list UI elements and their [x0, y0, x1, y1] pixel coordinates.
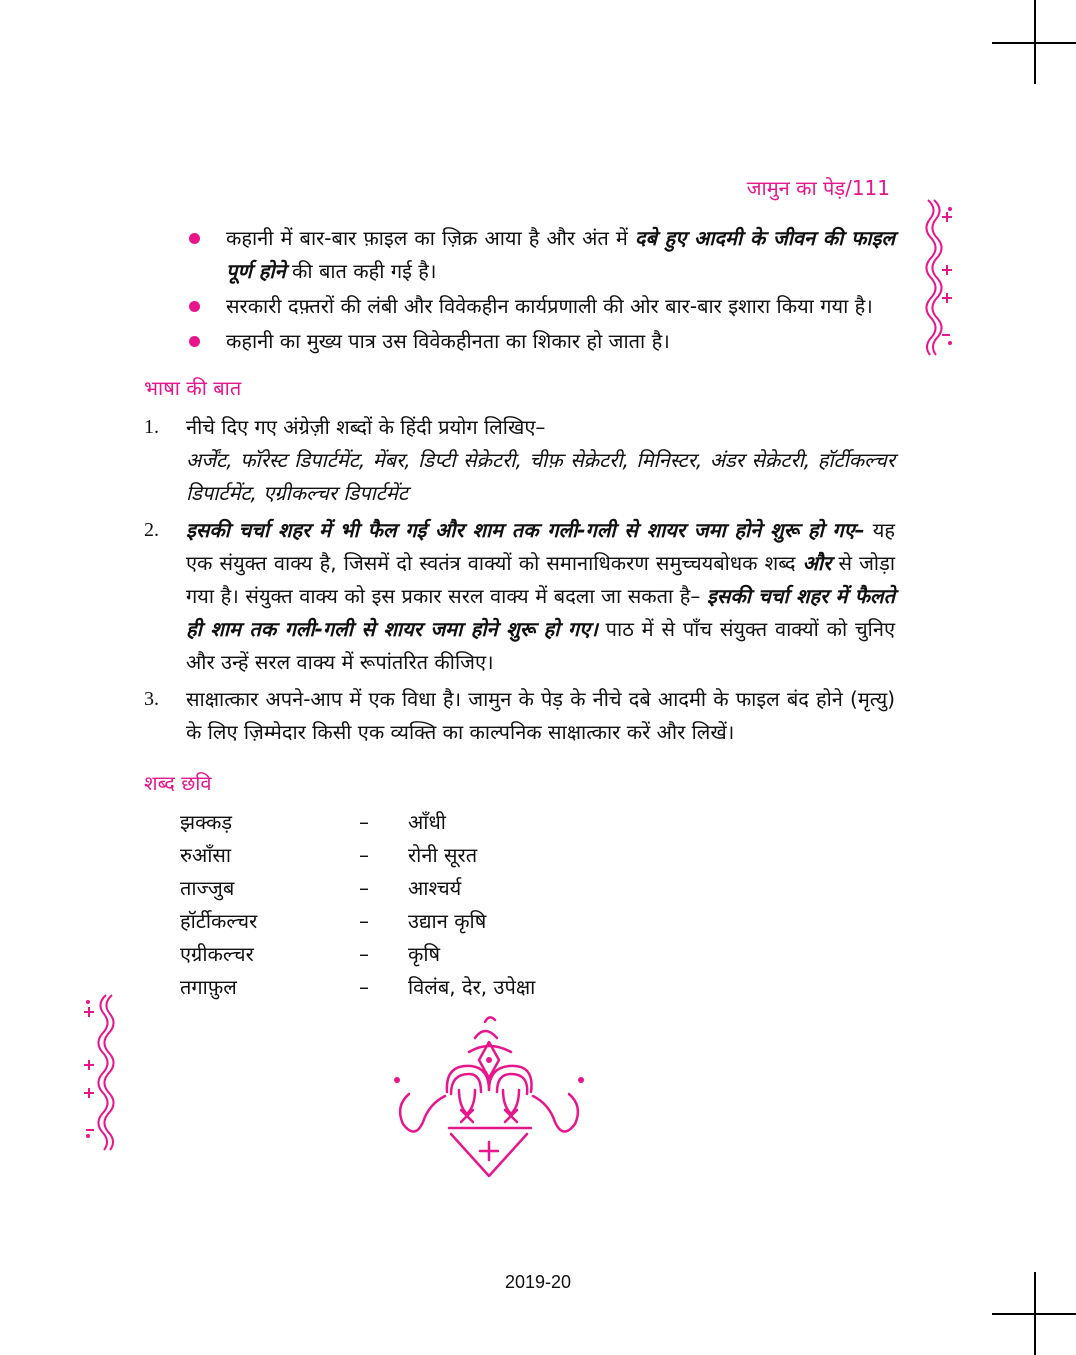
bullet-icon [189, 336, 200, 347]
table-row: झक्कड़ – आँधी [180, 810, 446, 834]
exercise-text: पाठ में से पाँच संयुक्त वाक्यों को चुनिए और उन्हें सरल वाक्य में रूपांतरित कीजिए। [186, 617, 896, 674]
bullet-text-end: की बात कही गई है। [285, 259, 437, 283]
table-row: तगाफ़ुल – विलंब, देर, उपेक्षा [180, 975, 536, 999]
bullet-icon [189, 301, 200, 312]
bullet-text: सरकारी दफ़्तरों की लंबी और विवेकहीन कार्यप्रणाली की ओर बार-बार इशारा किया गया है। [226, 294, 873, 318]
exercise-text: नीचे दिए गए अंग्रेज़ी शब्दों के हिंदी प्रयोग लिखिए– [186, 415, 546, 439]
summary-bullets [140, 222, 895, 358]
table-row: ताज्जुब – आश्चर्य [180, 876, 462, 900]
example-simple-sentence: इसकी चर्चा शहर में फैलते ही शाम तक गली-गली से शायर जमा होने शुरू हो गए। [186, 584, 895, 641]
vocabulary-table [180, 806, 535, 1004]
exercise-text: यह एक संयुक्त वाक्य है, जिसमें दो स्वतंत्र वाक्यों को समानाधिकरण समुच्चयबोधक शब्द [186, 518, 896, 575]
list-item [140, 222, 895, 288]
table-row: हॉर्टीकल्चर – उद्यान कृषि [180, 909, 487, 933]
bullet-text: कहानी का मुख्य पात्र उस विवेकहीनता का शिकार हो जाता है। [226, 329, 670, 353]
side-ornament-right-icon [920, 195, 960, 360]
crop-mark-bottom-right-h [992, 1313, 1076, 1315]
exercise-item [140, 411, 895, 510]
list-item [140, 325, 895, 358]
exercise-number: 2. [144, 519, 159, 541]
section-heading-vocab: शब्द छवि [144, 771, 212, 795]
exercise-number: 1. [144, 416, 159, 438]
exercise-item [140, 514, 895, 679]
running-header: जामुन का पेड़/111 [746, 176, 890, 200]
section-heading-language: भाषा की बात [144, 376, 242, 400]
rangoli-motif-icon [385, 1010, 595, 1190]
bullet-icon [189, 233, 200, 244]
bullet-bold-text: दबे हुए आदमी के जीवन की फाइल पूर्ण होने [226, 226, 895, 283]
bullet-text: कहानी में बार-बार फ़ाइल का ज़िक्र आया है और अंत में [226, 226, 635, 250]
exercise-list [140, 411, 895, 749]
exercise-text: साक्षात्कार अपने-आप में एक विधा है। जामुन के पेड़ के नीचे दबे आदमी के फाइल बंद होने (मृत्यु) के लिए ज़िम्मेदार किसी एक व्यक्ति का काल्पनिक साक्षात्कार करें और लिखें। [186, 687, 895, 744]
list-item [140, 290, 895, 323]
table-row: एग्रीकल्चर – कृषि [180, 942, 441, 966]
example-compound-sentence: इसकी चर्चा शहर में भी फैल गई और शाम तक गली-गली से शायर जमा होने शुरू हो गए– [186, 518, 865, 542]
crop-mark-top-right-h [992, 42, 1076, 44]
exercise-number: 3. [144, 688, 159, 710]
page-footer-year: 2019-20 [504, 1272, 572, 1292]
exercise-text: से जोड़ा गया है। संयुक्त वाक्य को इस प्रकार सरल वाक्य में बदला जा सकता है– [186, 551, 895, 608]
side-ornament-left-icon [80, 990, 120, 1155]
exercise-item [140, 683, 895, 749]
conjunction-word: और [802, 551, 832, 575]
exercise-word-list: अर्जेंट, फॉरेस्ट डिपार्टमेंट, मेंबर, डिप्टी सेक्रेटरी, चीफ़ सेक्रेटरी, मिनिस्टर, अंडर सेक्रेटरी, हॉर्टीकल्चर डिपार्टमेंट, एग्रीकल्चर डिपार्टमेंट [186, 448, 895, 505]
table-row: रुआँसा – रोनी सूरत [180, 843, 478, 867]
page-content [140, 222, 895, 1004]
